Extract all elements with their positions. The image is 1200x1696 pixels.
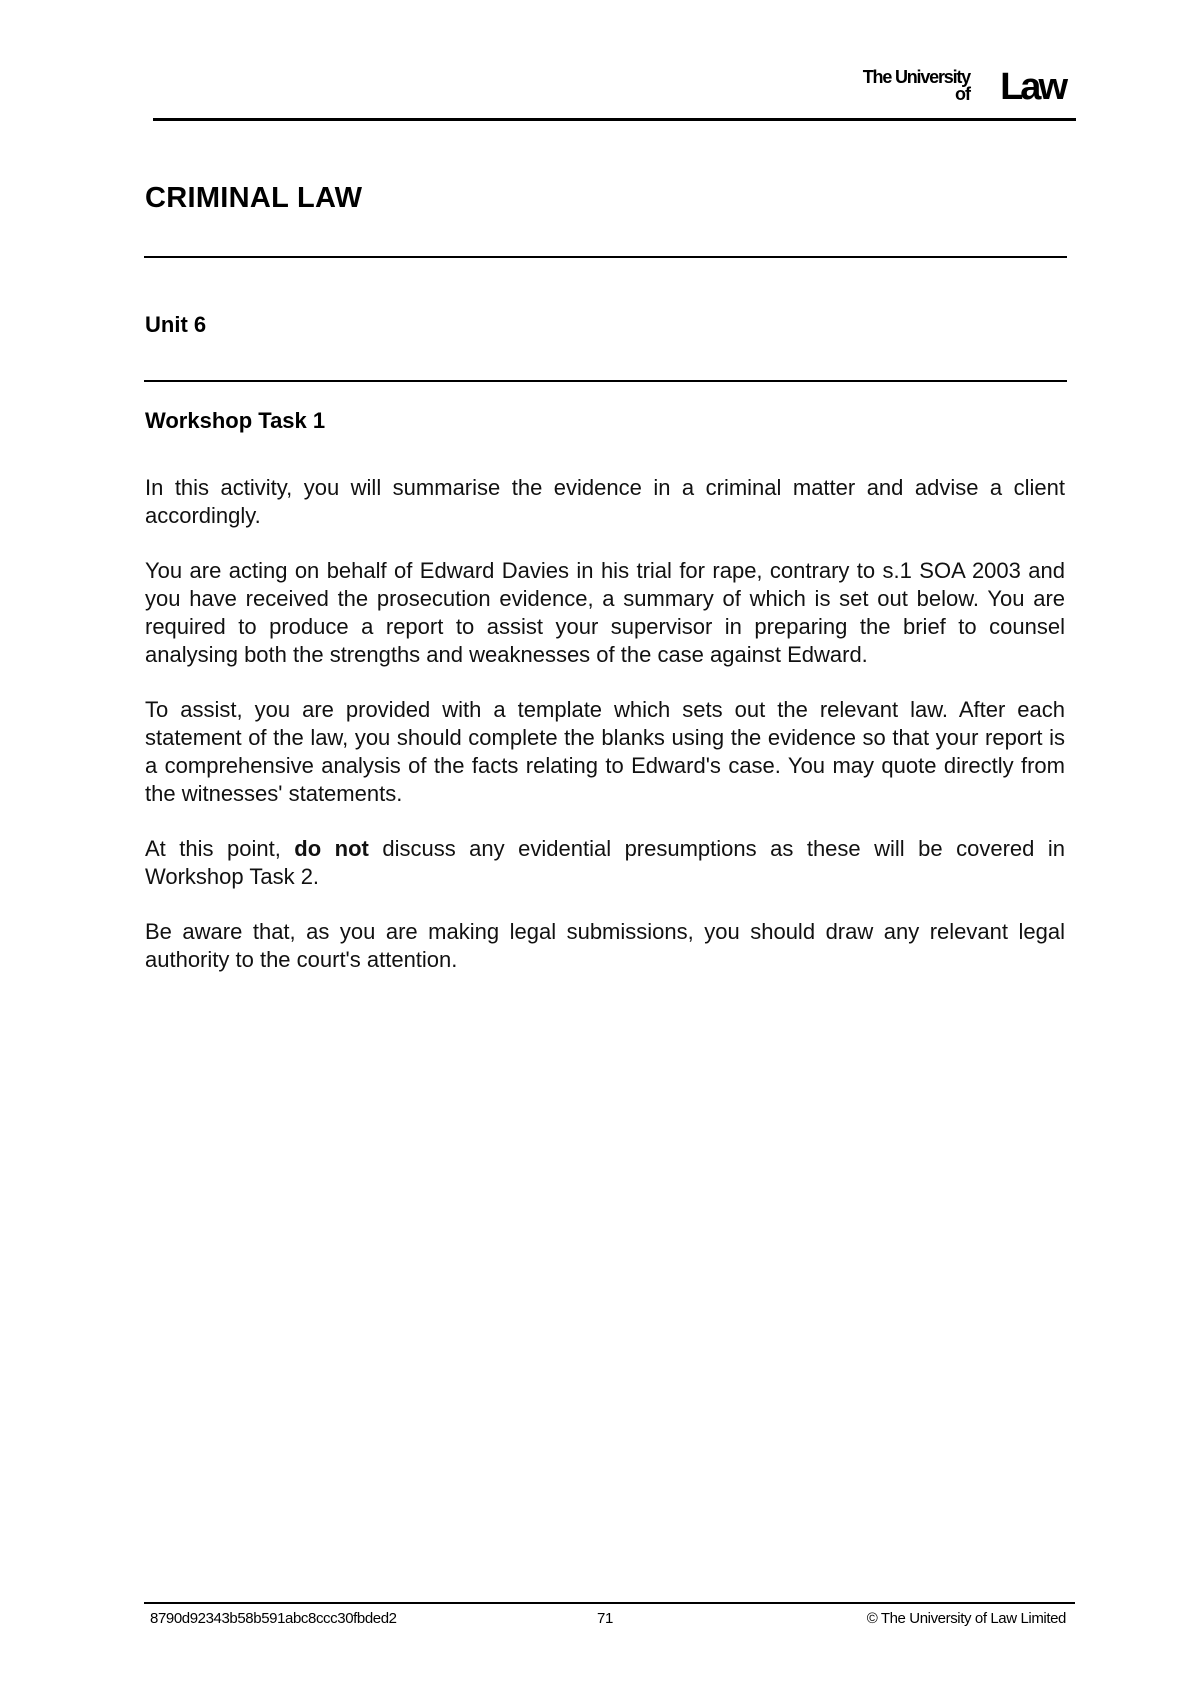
footer-copyright: © The University of Law Limited (866, 1610, 1066, 1627)
footer-page-number: 71 (597, 1610, 613, 1627)
document-title: CRIMINAL LAW (145, 182, 363, 214)
task-heading: Workshop Task 1 (145, 408, 326, 433)
document-body (145, 474, 1065, 1001)
logo-line-1: The University (862, 67, 970, 87)
paragraph-4-after: discuss any evidential presumptions as these will be covered in Workshop Task 2. (145, 836, 1065, 889)
unit-divider (144, 380, 1067, 382)
paragraph-4-emphasis: do not (294, 836, 369, 861)
university-logo (835, 64, 1065, 108)
footer-document-id: 8790d92343b58b591abc8ccc30fbded2 (150, 1610, 397, 1627)
header-divider (153, 118, 1076, 121)
paragraph-4-before: At this point, (145, 836, 295, 861)
paragraph-2: You are acting on behalf of Edward Davies in his trial for rape, contrary to s.1 SOA 2003 and you have received the prosecution evidence, a summary of which is set out below. You are required to produce a report to assist your supervisor in preparing the brief to counsel analysing both the strengths and weaknesses of the case against Edward. (145, 558, 1065, 667)
unit-heading: Unit 6 (145, 312, 207, 337)
paragraph-5: Be aware that, as you are making legal submissions, you should draw any relevant legal authority to the court's attention. (145, 919, 1065, 972)
title-divider (144, 256, 1067, 258)
logo-line-2: of (955, 84, 970, 104)
paragraph-1: In this activity, you will summarise the evidence in a criminal matter and advise a client accordingly. (145, 475, 1065, 528)
footer-divider (144, 1602, 1075, 1604)
paragraph-4 (145, 835, 1065, 891)
paragraph-3: To assist, you are provided with a template which sets out the relevant law. After each statement of the law, you should complete the blanks using the evidence so that your report is a comprehensive analysis of the facts relating to Edward's case. You may quote directly from the witnesses' statements. (145, 697, 1065, 806)
logo-line-3: Law (1000, 66, 1065, 108)
